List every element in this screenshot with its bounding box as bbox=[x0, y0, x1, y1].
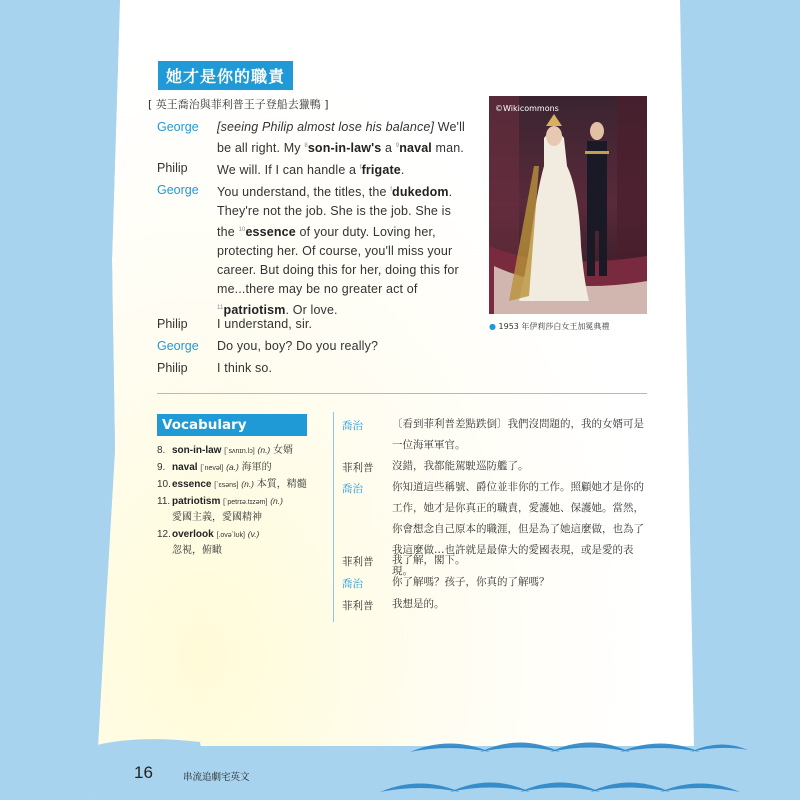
dialogue-line: Do you, boy? Do you really? bbox=[217, 339, 379, 353]
vocab-ipa: [ˋpetrɪə.tɪzəm] bbox=[223, 499, 268, 506]
zh-speaker: 菲利普 bbox=[342, 600, 374, 612]
zh-line: 沒錯，我都能駕駛巡防艦了。 bbox=[392, 460, 529, 472]
speaker-label: George bbox=[157, 339, 199, 353]
vocab-pos: (v.) bbox=[247, 529, 260, 539]
book-title: 串流追劇宅英文 bbox=[183, 772, 250, 783]
speaker-label: Philip bbox=[157, 161, 188, 175]
speaker-label: George bbox=[157, 120, 199, 134]
vocab-meaning: 女婿 bbox=[273, 445, 294, 456]
dialogue-line: I think so. bbox=[217, 361, 273, 375]
zh-line: 你知道這些稱號、爵位並非你的工作。照顧她才是你的工作，她才是你真正的職責，愛護她、保護她。當然，你會想念自己原本的職涯，但是為了她這麼做，也為了我這麼做…也許就是最偉大的愛國表現，或是愛的表現。 bbox=[392, 481, 644, 577]
vocab-word: naval bbox=[172, 462, 198, 473]
caption-text: 1953 年伊莉莎白女王加冕典禮 bbox=[498, 322, 610, 331]
zh-line: 我想是的。 bbox=[392, 598, 445, 610]
vocab-pos: (n.) bbox=[257, 445, 271, 455]
vocabulary-heading: Vocabulary bbox=[157, 414, 307, 436]
vocab-meaning: 本質，精髓 bbox=[256, 479, 307, 490]
zh-line: 你了解嗎？孩子，你真的了解嗎？ bbox=[392, 576, 550, 588]
coronation-photo bbox=[489, 96, 647, 314]
vocab-item bbox=[157, 443, 327, 459]
vocab-word: overlook bbox=[172, 529, 214, 540]
caption-bullet-icon: ● bbox=[489, 322, 499, 331]
vocab-item bbox=[157, 494, 327, 525]
vocab-ipa: [.ovəˋlʊk] bbox=[216, 532, 245, 539]
vocab-num: 8. bbox=[157, 445, 166, 456]
vocab-word: son-in-law bbox=[172, 445, 222, 456]
speaker-label: George bbox=[157, 183, 199, 197]
vocab-num: 12. bbox=[157, 529, 171, 540]
vocab-meaning: 忽視，俯瞰 bbox=[172, 545, 222, 556]
zh-speaker: 喬治 bbox=[342, 420, 363, 432]
zh-speaker: 喬治 bbox=[342, 578, 363, 590]
vocab-meaning: 海軍的 bbox=[241, 462, 272, 473]
section-title: 她才是你的職責 bbox=[158, 61, 293, 90]
vocab-pos: (a.) bbox=[226, 462, 239, 472]
zh-speaker: 菲利普 bbox=[342, 462, 374, 474]
vocab-item bbox=[157, 527, 327, 558]
column-divider bbox=[333, 412, 334, 622]
dialogue-line: You understand, the titles, the $^f$dukedom. They're not the job. She is the job. She is the $^{10}$essence of your duty. Loving her, protecting her. Of course, you'll miss your career. But doing this for her, doing this for me...there may be no greater act of $^{11}$patriotism. Or love. bbox=[217, 185, 459, 318]
speaker-label: Philip bbox=[157, 361, 188, 375]
vocab-meaning: 愛國主義，愛國精神 bbox=[172, 512, 262, 523]
vocab-ipa: [ˋsʌnɪn.lɔ] bbox=[224, 448, 255, 455]
vocab-num: 11. bbox=[157, 496, 171, 507]
vocab-num: 10. bbox=[157, 479, 171, 490]
zh-speaker: 菲利普 bbox=[342, 556, 374, 568]
vocab-item bbox=[157, 460, 327, 476]
vocab-word: essence bbox=[172, 479, 212, 490]
vocab-item bbox=[157, 477, 327, 493]
dialogue-line: We will. If I can handle a $^f$frigate. bbox=[217, 163, 405, 178]
vocab-pos: (n.) bbox=[270, 496, 283, 506]
dialogue-line: [seeing Philip almost lose his balance] We'll be all right. My $^8$son-in-law's a $^9$naval man. bbox=[217, 120, 465, 156]
page-number: 16 bbox=[134, 763, 153, 782]
vocab-word: patriotism bbox=[172, 496, 221, 507]
zh-line: 〔看到菲利普差點跌倒〕我們沒問題的，我的女婿可是一位海軍軍官。 bbox=[392, 418, 644, 451]
section-divider bbox=[157, 393, 647, 394]
vocab-ipa: [ˋɛsəns] bbox=[214, 482, 239, 489]
vocab-pos: (n.) bbox=[241, 479, 255, 489]
zh-line: 我了解，閣下。 bbox=[392, 554, 466, 566]
photo-credit: ©Wikicommons bbox=[495, 104, 559, 113]
scene-note: [ 英王喬治與菲利普王子登船去獵鴨 ] bbox=[148, 98, 329, 111]
photo-caption bbox=[489, 321, 609, 332]
zh-speaker: 喬治 bbox=[342, 483, 363, 495]
speaker-label: Philip bbox=[157, 317, 188, 331]
vocab-num: 9. bbox=[157, 462, 166, 473]
vocab-ipa: [ˋnevəl] bbox=[200, 465, 224, 472]
dialogue-line: I understand, sir. bbox=[217, 317, 313, 331]
